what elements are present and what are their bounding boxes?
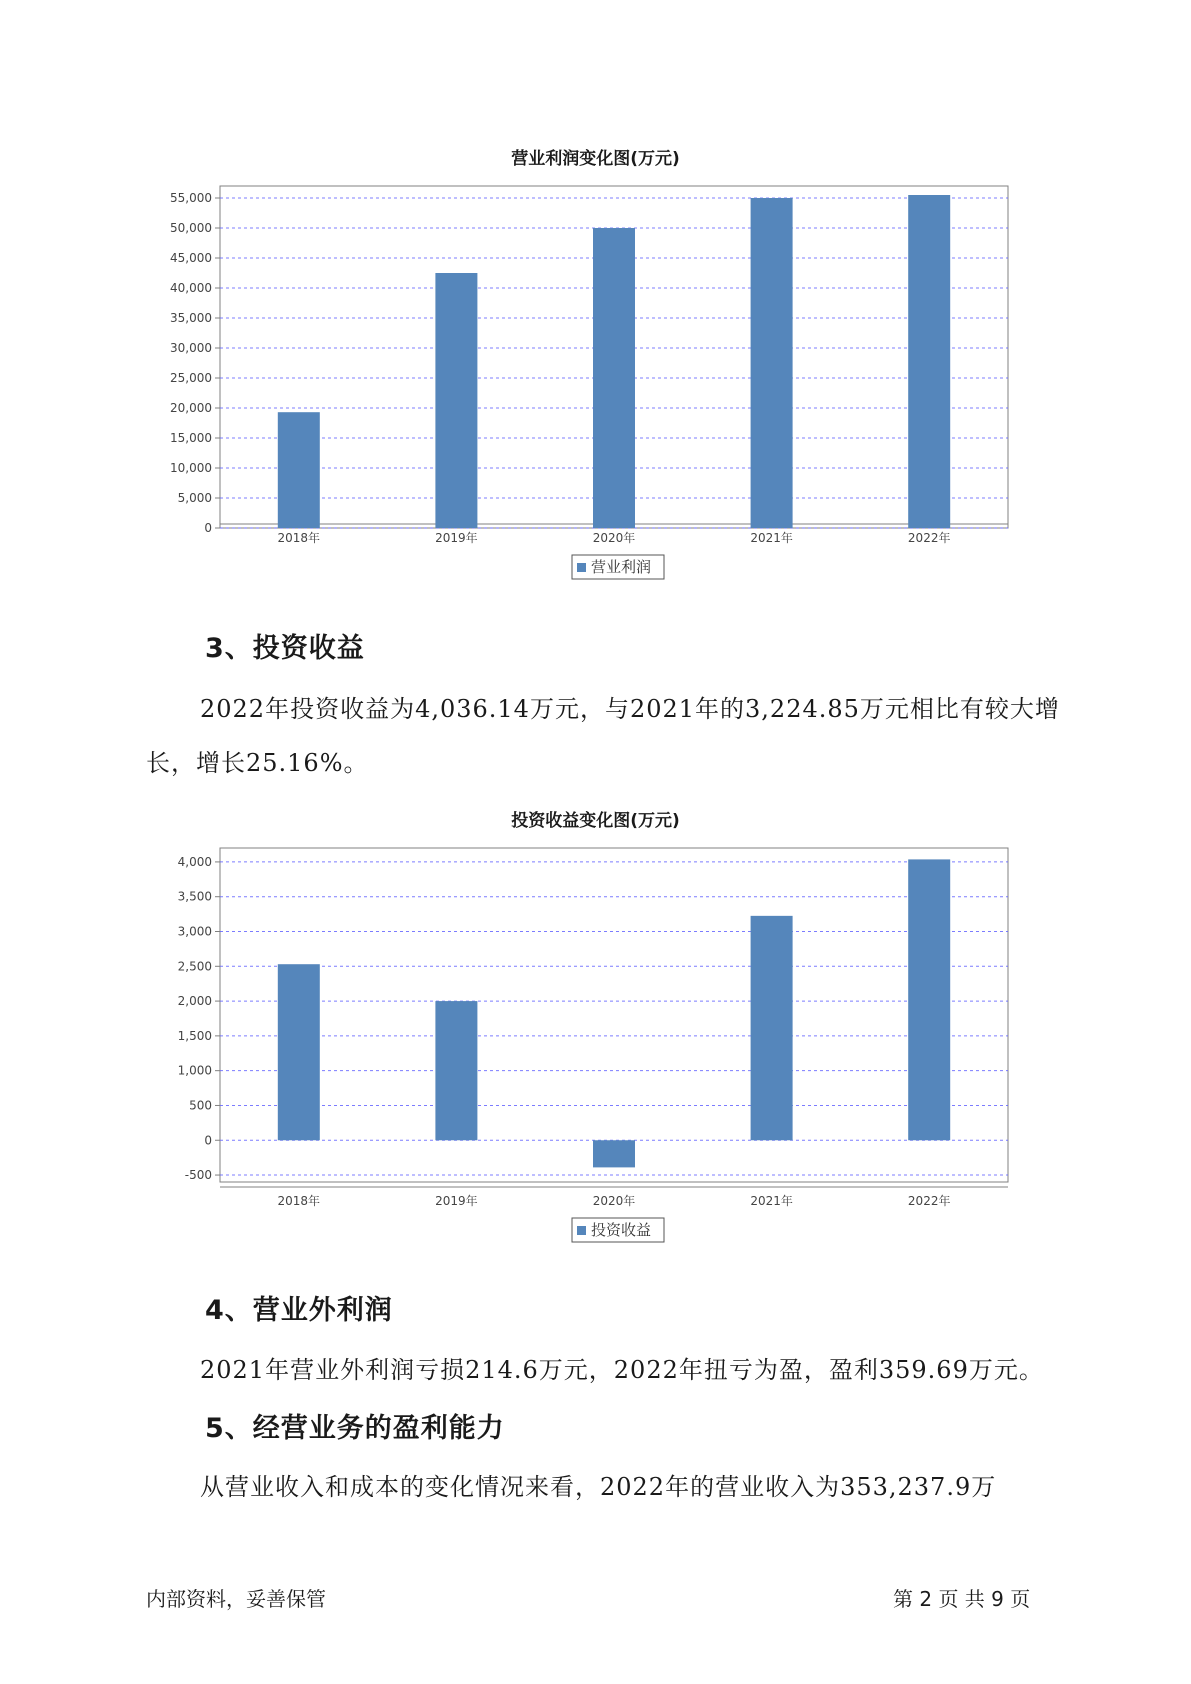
bar-2019年 [435,273,477,528]
y-tick-label: 20,000 [170,401,212,415]
x-tick-label: 2020年 [592,531,636,545]
y-tick-label: 30,000 [170,341,212,355]
legend-label: 营业利润 [591,558,652,576]
legend [572,555,664,579]
y-tick-label: 50,000 [170,221,212,235]
x-tick-label: 2021年 [750,531,793,545]
y-tick-label: 2,000 [177,994,212,1009]
y-tick-label: 4,000 [177,854,212,869]
y-tick-label: -500 [184,1168,212,1183]
chart1-title: 营业利润变化图(万元) [511,149,680,169]
bar-2022年 [908,859,950,1140]
y-tick-label: 25,000 [170,371,212,385]
bar-2021年 [751,916,793,1140]
bar-2019年 [435,1001,477,1140]
x-tick-label: 2020年 [592,1194,636,1208]
y-tick-label: 0 [204,1133,212,1148]
section-3-heading: 3、投资收益 [205,633,365,664]
x-tick-label: 2019年 [435,531,478,545]
x-tick-label: 2021年 [750,1194,793,1208]
y-tick-label: 45,000 [170,251,212,265]
x-tick-label: 2022年 [907,531,951,545]
y-tick-label: 2,500 [177,959,212,974]
y-tick-label: 40,000 [170,281,212,295]
legend [572,1218,664,1242]
bar-2018年 [278,964,320,1140]
bar-2020年 [593,228,635,528]
bar-2021年 [751,198,793,528]
x-tick-label: 2018年 [277,531,321,545]
investment-income-chart [0,832,1191,1272]
section-4-heading: 4、营业外利润 [205,1295,393,1326]
section-4-text: 2021年营业外利润亏损214.6万元，2022年扭亏为盈，盈利359.69万元。 [200,1356,1044,1384]
y-tick-label: 15,000 [170,431,212,445]
footer-confidential: 内部资料，妥善保管 [146,1587,326,1611]
legend-label: 投资收益 [591,1221,652,1239]
y-tick-label: 5,000 [177,491,212,505]
y-tick-label: 500 [189,1098,212,1113]
y-tick-label: 55,000 [170,191,212,205]
y-tick-label: 35,000 [170,311,212,325]
y-tick-label: 1,500 [177,1028,212,1043]
section-3-text: 2022年投资收益为4,036.14万元，与2021年的3,224.85万元相比有较大增长，增长25.16%。 [146,695,1060,777]
legend-swatch [577,563,586,572]
plot-area [220,848,1008,1182]
bar-2018年 [278,412,320,528]
section-5-heading: 5、经营业务的盈利能力 [205,1413,505,1444]
y-tick-label: 1,000 [177,1063,212,1078]
operating-profit-chart [0,170,1191,610]
x-tick-label: 2019年 [435,1194,478,1208]
bar-2020年 [593,1140,635,1167]
section-5-text: 从营业收入和成本的变化情况来看，2022年的营业收入为353,237.9万 [200,1473,997,1501]
x-tick-label: 2018年 [277,1194,321,1208]
y-tick-label: 3,000 [177,924,212,939]
footer-page-number: 第 2 页 共 9 页 [893,1587,1031,1611]
x-tick-label: 2022年 [907,1194,951,1208]
chart2-title: 投资收益变化图(万元) [511,811,680,831]
y-tick-label: 3,500 [177,889,212,904]
y-tick-label: 0 [204,521,212,535]
bar-2022年 [908,195,950,528]
y-tick-label: 10,000 [170,461,212,475]
legend-swatch [577,1226,586,1235]
